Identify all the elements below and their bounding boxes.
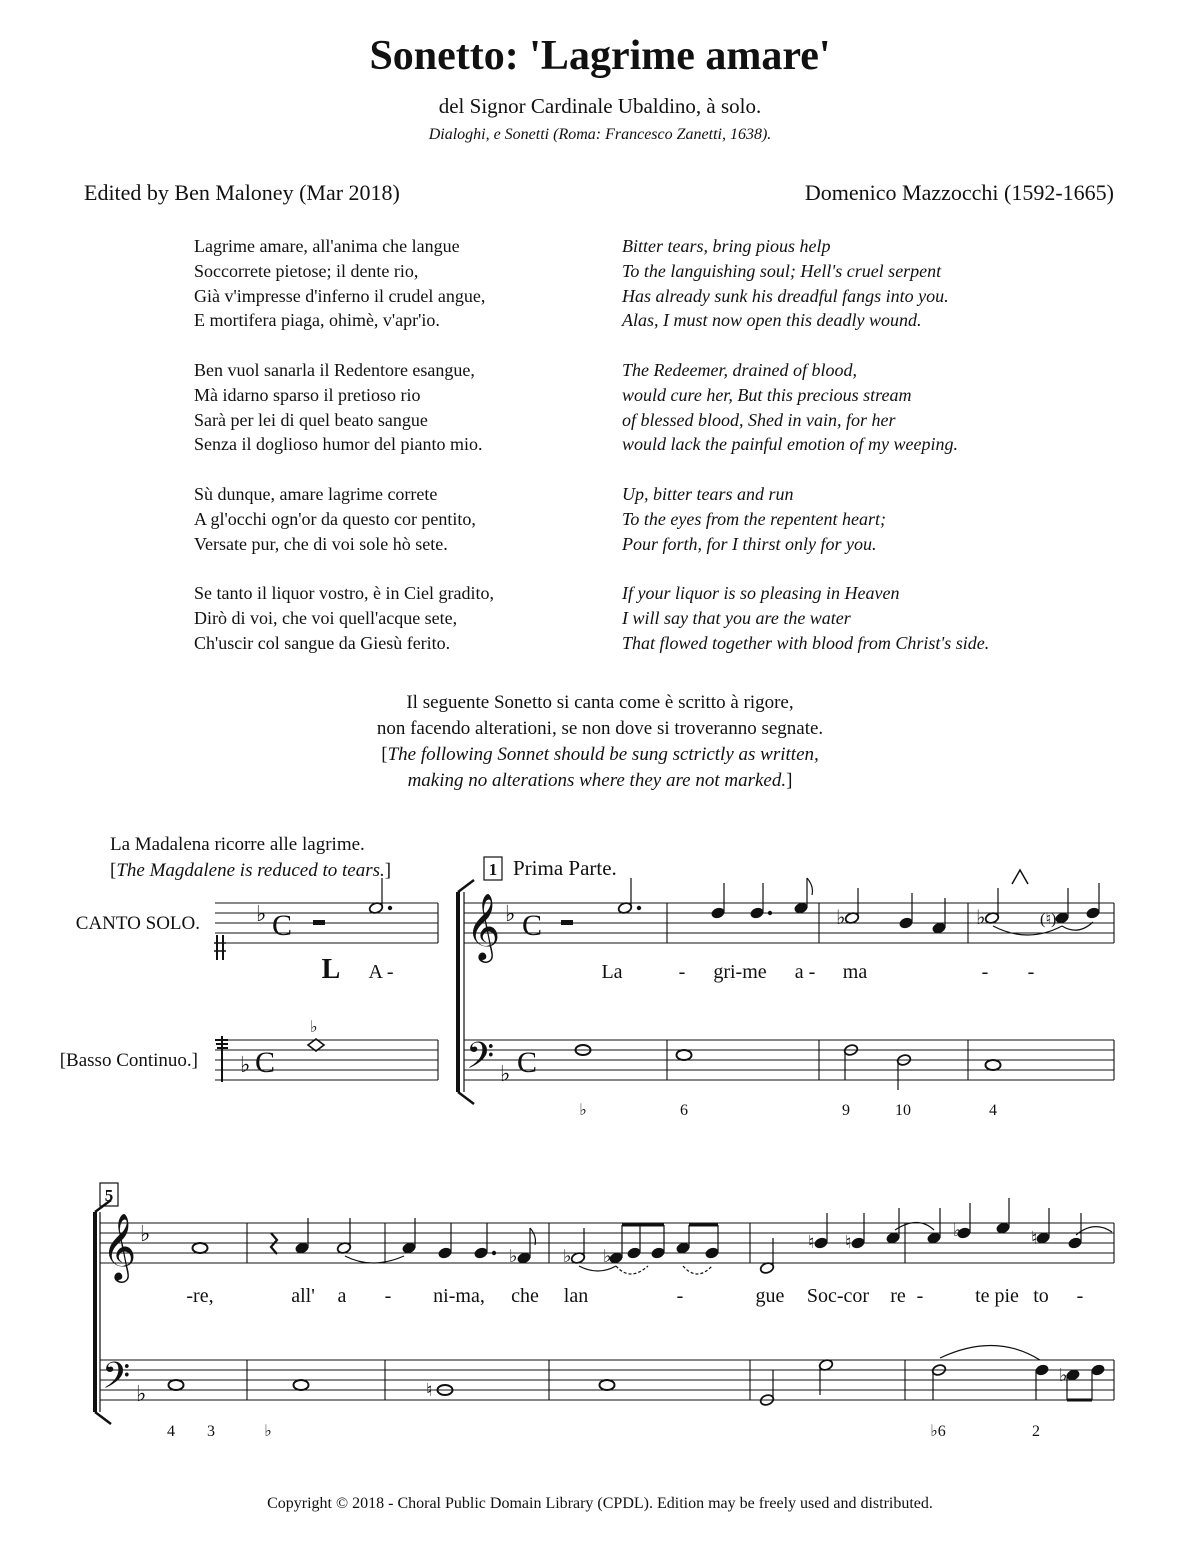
svg-text:♭: ♭ bbox=[1059, 1365, 1068, 1385]
basso-staff bbox=[464, 1040, 1114, 1080]
copyright-footer: Copyright © 2018 - Choral Public Domain Library (CPDL). Edition may be freely used and distributed. bbox=[267, 1495, 933, 1512]
half-rest bbox=[313, 920, 325, 925]
poem-line: E mortifera piaga, ohimè, v'apr'io. bbox=[194, 310, 440, 331]
poem-line: Mà idarno sparso il pretioso rio bbox=[194, 384, 421, 405]
poem-line: would cure her, But this precious stream bbox=[622, 384, 912, 405]
svg-text:♭: ♭ bbox=[509, 1246, 518, 1266]
svg-text:♮: ♮ bbox=[426, 1380, 433, 1400]
poem-line: If your liquor is so pleasing in Heaven bbox=[622, 583, 900, 603]
poem-line: Ch'uscir col sangue da Giesù ferito. bbox=[194, 632, 451, 653]
lyric: gue bbox=[755, 1285, 785, 1307]
subtitle: del Signor Cardinale Ubaldino, à solo. bbox=[438, 94, 762, 118]
poem-line: would lack the painful emotion of my weeping. bbox=[622, 434, 958, 455]
poem-line: Has already sunk his dreadful fangs into you. bbox=[622, 285, 949, 306]
poem-line: Ben vuol sanarla il Redentore esangue, bbox=[194, 360, 475, 380]
instruction-line: [The following Sonnet should be sung sctrictly as written, bbox=[381, 744, 819, 765]
svg-text:♭: ♭ bbox=[953, 1220, 962, 1240]
flat-sign: ♭ bbox=[256, 901, 267, 926]
source-citation: Dialoghi, e Sonetti (Roma: Francesco Zanetti, 1638). bbox=[428, 126, 772, 143]
section-label: Prima Parte. bbox=[513, 856, 617, 880]
svg-text:♮: ♮ bbox=[808, 1232, 815, 1252]
figure: ♭ bbox=[264, 1423, 272, 1440]
canto-incipit-staff bbox=[215, 903, 438, 943]
svg-text:♮: ♮ bbox=[1031, 1228, 1038, 1248]
common-time: C bbox=[272, 909, 293, 942]
figure: 4 bbox=[989, 1102, 997, 1119]
poem-line: Già v'impresse d'inferno il crudel angue, bbox=[194, 285, 486, 306]
accent-mark bbox=[1012, 870, 1028, 884]
rubric-english: The Magdalene is reduced to tears. bbox=[116, 860, 385, 881]
poem-line: Se tanto il liquor vostro, è in Ciel gradito, bbox=[194, 583, 494, 603]
figure: 3 bbox=[207, 1423, 215, 1440]
system-1-basso-notes bbox=[308, 1039, 1001, 1090]
poem-line: Soccorrete pietose; il dente rio, bbox=[194, 260, 419, 281]
instruction-translation: making no alterations where they are not marked. bbox=[407, 770, 787, 791]
figure: 10 bbox=[895, 1102, 911, 1119]
figure: 4 bbox=[167, 1423, 175, 1440]
rehearsal-mark-1 bbox=[484, 857, 502, 880]
lyric: - bbox=[384, 1285, 392, 1307]
instruction-line: making no alterations where they are not marked.] bbox=[407, 770, 793, 791]
figure: ♭6 bbox=[930, 1423, 946, 1440]
system-2-glyphs bbox=[102, 1214, 150, 1406]
treble-clef: 𝄞 bbox=[102, 1214, 137, 1279]
editor-credit: Edited by Ben Maloney (Mar 2018) bbox=[84, 180, 400, 205]
instruction-line: non facendo alterationi, se non dove si troveranno segnate. bbox=[376, 718, 824, 739]
poem-line: Senza il doglioso humor del pianto mio. bbox=[194, 434, 483, 455]
svg-text:(♮): (♮) bbox=[1040, 911, 1057, 928]
flat-sign: ♭ bbox=[505, 901, 516, 926]
system-2-basso-notes bbox=[169, 1345, 1106, 1406]
poem-line: Bitter tears, bring pious help bbox=[622, 236, 831, 256]
poem-line: That flowed together with blood from Christ's side. bbox=[622, 632, 990, 653]
figure: ♭ bbox=[579, 1102, 587, 1119]
lyric: La bbox=[601, 961, 623, 983]
part-name-basso: [Basso Continuo.] bbox=[59, 1050, 198, 1071]
svg-text:♭: ♭ bbox=[976, 907, 986, 929]
lyric: te pie bbox=[975, 1285, 1019, 1307]
initial-letter: L bbox=[321, 954, 341, 985]
rubric-english-line: [The Magdalene is reduced to tears.] bbox=[110, 860, 392, 881]
instruction-translation: The following Sonnet should be sung sctrictly as written, bbox=[387, 744, 819, 765]
lyric: - bbox=[981, 961, 989, 983]
page-title: Sonetto: 'Lagrime amare' bbox=[369, 33, 831, 79]
bass-clef: 𝄢 bbox=[102, 1356, 131, 1405]
lyric: Soc-cor bbox=[806, 1285, 870, 1307]
poem-line: Versate pur, che di voi sole hò sete. bbox=[194, 533, 448, 554]
lyric: a - bbox=[794, 961, 816, 983]
lyric: - bbox=[678, 961, 686, 983]
flat-sign: ♭ bbox=[140, 1221, 151, 1246]
soprano-c-clef bbox=[217, 935, 223, 960]
bass-clef: 𝄢 bbox=[466, 1036, 495, 1085]
lyric: to bbox=[1033, 1285, 1049, 1307]
system-1-accidentals bbox=[836, 907, 1056, 929]
poem-line: The Redeemer, drained of blood, bbox=[622, 360, 857, 380]
figure: 6 bbox=[680, 1102, 688, 1119]
common-time: C bbox=[517, 1046, 538, 1079]
poem-line: I will say that you are the water bbox=[622, 607, 851, 628]
rubric-italian: La Madalena ricorre alle lagrime. bbox=[110, 834, 365, 855]
lyric: a bbox=[337, 1285, 347, 1307]
lyric: all' bbox=[291, 1285, 315, 1307]
treble-clef: 𝄞 bbox=[466, 894, 501, 959]
instruction-line: Il seguente Sonetto si canta come è scritto à rigore, bbox=[406, 692, 794, 713]
bracket-hook-bottom bbox=[458, 1092, 474, 1104]
poem-line: A gl'occhi ogn'or da questo cor pentito, bbox=[194, 508, 476, 529]
poem-line: Lagrime amare, all'anima che langue bbox=[194, 236, 460, 256]
svg-text:♭: ♭ bbox=[836, 907, 846, 929]
lyric: ma bbox=[842, 961, 868, 983]
flat-sign: ♭ bbox=[310, 1019, 318, 1036]
lyrics-system-2 bbox=[186, 1285, 1083, 1307]
lyric: - bbox=[676, 1285, 684, 1307]
lyric: che bbox=[511, 1285, 539, 1307]
poem-line: Up, bitter tears and run bbox=[622, 484, 794, 504]
poem-line: Alas, I must now open this deadly wound. bbox=[622, 310, 922, 331]
lyric: ni-ma, bbox=[433, 1285, 485, 1307]
flat-sign: ♭ bbox=[136, 1381, 147, 1406]
figure: 9 bbox=[842, 1102, 850, 1119]
poem-line: of blessed blood, Shed in vain, for her bbox=[622, 409, 896, 430]
lyric: - bbox=[916, 1285, 924, 1307]
bracket-hook-top bbox=[458, 880, 474, 892]
half-rest bbox=[561, 920, 573, 925]
lyric: gri-me bbox=[713, 961, 767, 983]
lyrics-system-1 bbox=[322, 954, 1035, 985]
poem-line: To the eyes from the repentent heart; bbox=[622, 508, 886, 529]
lyric: A - bbox=[368, 961, 394, 983]
flat-sign: ♭ bbox=[240, 1052, 251, 1077]
poem-line: Dirò di voi, che voi quell'acque sete, bbox=[194, 607, 458, 628]
svg-text:1: 1 bbox=[488, 860, 498, 879]
lyric: re bbox=[890, 1285, 906, 1307]
rehearsal-mark-5 bbox=[100, 1183, 118, 1206]
lyric: -re, bbox=[186, 1285, 214, 1307]
figured-bass-system-2 bbox=[167, 1423, 1040, 1440]
composer-credit: Domenico Mazzocchi (1592-1665) bbox=[804, 180, 1114, 205]
lyric: lan bbox=[563, 1285, 589, 1307]
poem-line: Sù dunque, amare lagrime correte bbox=[194, 484, 438, 504]
figure: 2 bbox=[1032, 1423, 1040, 1440]
old-bass-clef bbox=[215, 1036, 228, 1082]
svg-text:5: 5 bbox=[104, 1186, 114, 1205]
flat-sign: ♭ bbox=[500, 1061, 511, 1086]
common-time: C bbox=[255, 1046, 276, 1079]
part-name-canto: CANTO SOLO. bbox=[75, 913, 200, 934]
svg-text:♭: ♭ bbox=[563, 1246, 572, 1266]
common-time: C bbox=[522, 909, 543, 942]
figured-bass-system-1 bbox=[579, 1102, 997, 1119]
lyric: - bbox=[1076, 1285, 1084, 1307]
svg-text:♮: ♮ bbox=[845, 1232, 852, 1252]
svg-text:♭: ♭ bbox=[603, 1246, 612, 1266]
poem-line: Pour forth, for I thirst only for you. bbox=[622, 533, 877, 554]
lyric: - bbox=[1027, 961, 1035, 983]
poem-line: Sarà per lei di quel beato sangue bbox=[194, 409, 428, 430]
poem-line: To the languishing soul; Hell's cruel serpent bbox=[622, 260, 942, 281]
